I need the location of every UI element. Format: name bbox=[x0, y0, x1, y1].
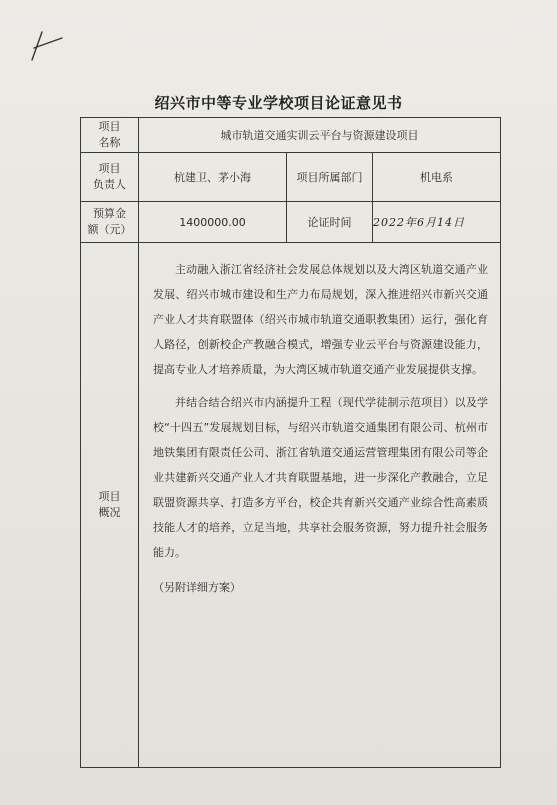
overview-paragraph-2: 并结合结合绍兴市内涵提升工程（现代学徒制示范项目）以及学校“十四五”发展规划目标，与绍兴市轨道交通集团有限公司、杭州市地铁集团有限责任公司、浙江省轨道交通运营管理集团有限公司等企业共建新兴交通产业人才共育联盟基地，进一步深化产教融合，立足联盟资源共享、打造多方平台，校企共育新兴交通产业综合性高素质技能人才的培养，立足当地，共享社会服务资源，努力提升社会服务能力。 bbox=[153, 396, 489, 559]
date-label: 论证时间 bbox=[287, 202, 373, 243]
row-budget bbox=[81, 202, 501, 243]
row-project-name bbox=[81, 118, 501, 153]
overview-content bbox=[139, 243, 501, 768]
document-title: 绍兴市中等专业学校项目论证意见书 bbox=[154, 94, 403, 112]
project-name-value: 城市轨道交通实训云平台与资源建设项目 bbox=[139, 118, 501, 153]
dept-label: 项目所属部门 bbox=[287, 153, 373, 202]
pen-stroke-mark bbox=[28, 30, 68, 70]
overview-note: （另附详细方案） bbox=[153, 581, 241, 594]
overview-paragraph-1: 主动融入浙江省经济社会发展总体规划以及大湾区轨道交通产业发展、绍兴市城市建设和生产力布局规划，深入推进绍兴市新兴交通产业人才共育联盟体（绍兴市城市轨道交通职教集团）运行，强化育人路径，创新校企产教融合模式，增强专业云平台与资源建设能力，提高专业人才培养质量，为大湾区城市轨道交通产业发展提供支撑。 bbox=[153, 263, 489, 376]
overview-label: 项目 概况 bbox=[81, 243, 139, 768]
project-name-label: 项目 名称 bbox=[81, 118, 139, 153]
dept-value: 机电系 bbox=[373, 153, 501, 202]
budget-value: 1400000.00 bbox=[139, 202, 287, 243]
evaluation-form-table bbox=[80, 117, 501, 768]
budget-label: 预算金 额（元） bbox=[81, 202, 139, 243]
row-overview bbox=[81, 243, 501, 768]
date-handwritten: 2022年6月14日 bbox=[373, 202, 501, 243]
row-leader bbox=[81, 153, 501, 202]
leader-value: 杭建卫、茅小海 bbox=[139, 153, 287, 202]
leader-label: 项目 负责人 bbox=[81, 153, 139, 202]
